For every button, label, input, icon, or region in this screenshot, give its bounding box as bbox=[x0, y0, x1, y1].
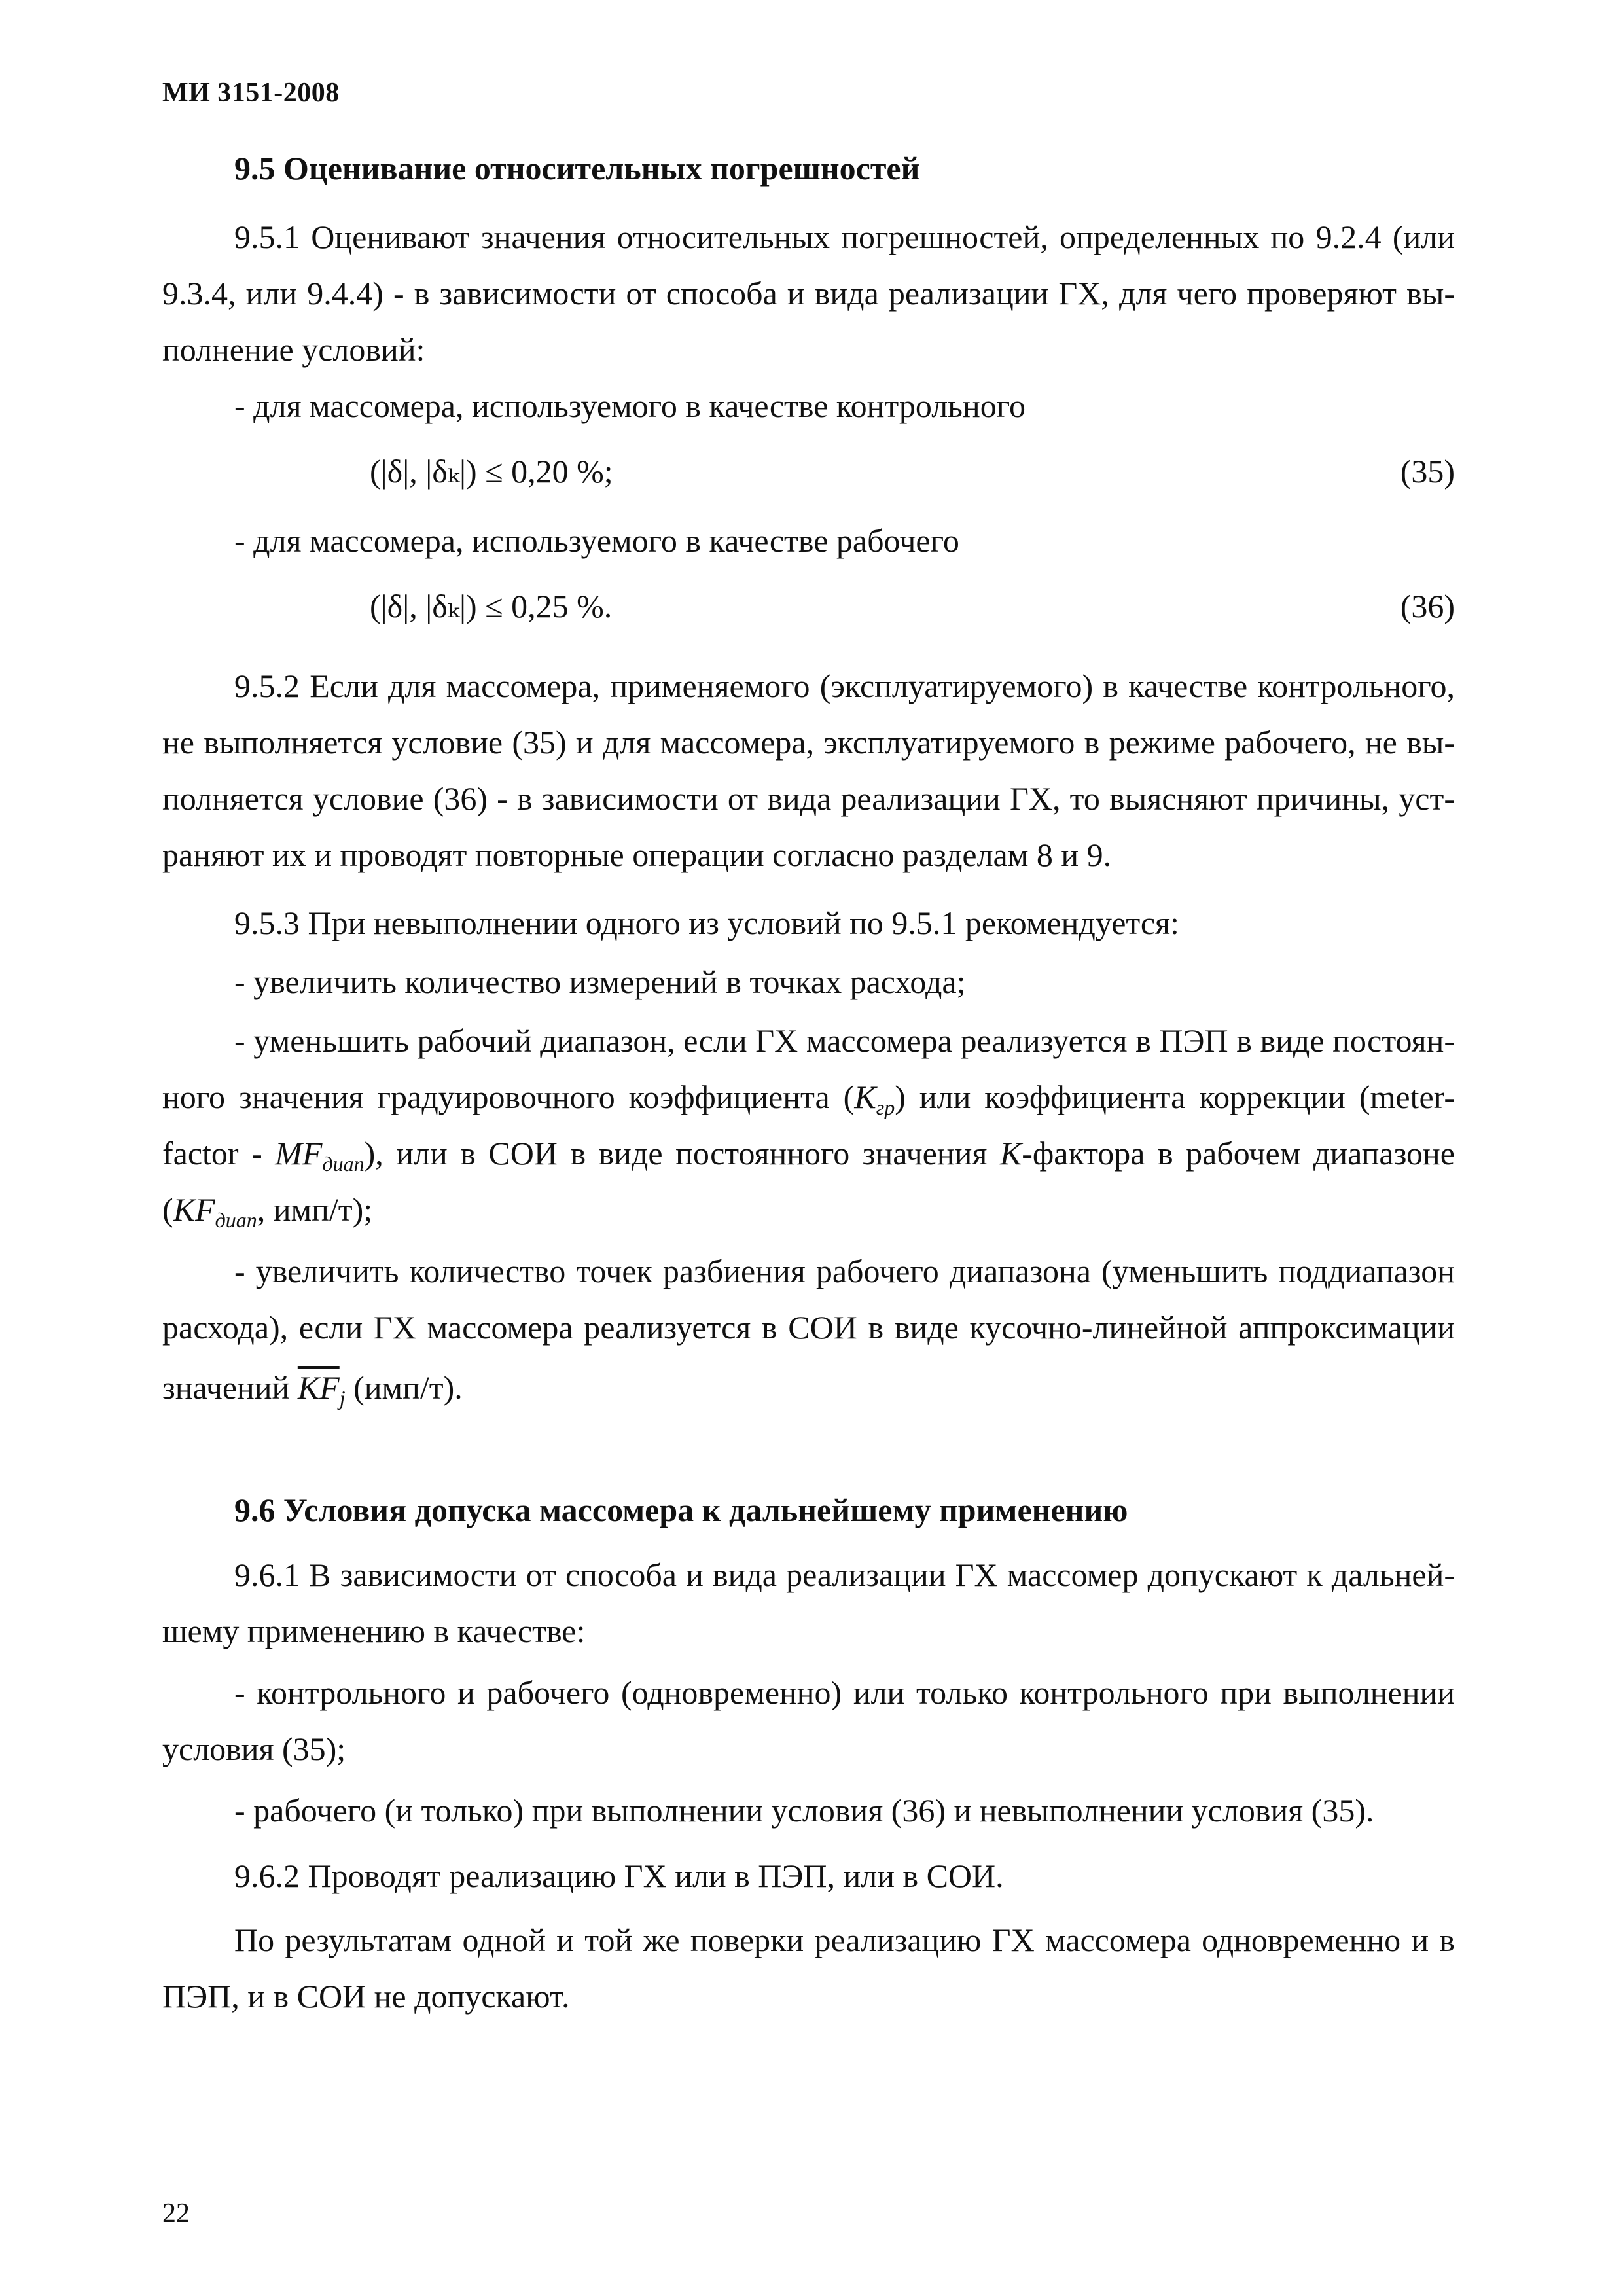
recommendation-3-line-2: расхода), если ГХ массомера реализуется в СОИ в виде кусочно-линейной аппроксимации bbox=[162, 1309, 1455, 1346]
para-9-5-1-line-2: 9.3.4, или 9.4.4) - в зависимости от способа и вида реализации ГХ, для чего проверяют вы- bbox=[162, 275, 1455, 312]
recommendation-2-line-3: factor - $MF_{диап}$), или в СОИ в виде постоянного значения K-фактора в рабочем диапазоне bbox=[162, 1135, 1455, 1175]
para-9-5-2-line-4: раняют их и проводят повторные операции согласно разделам 8 и 9. bbox=[162, 836, 1112, 873]
recommendation-3-line-3: значений $\overline{KF}_j$ (имп/т). bbox=[162, 1369, 463, 1410]
para-9-6-1-line-1: 9.6.1 В зависимости от способа и вида реализации ГХ массомер допускают к дальней- bbox=[234, 1556, 1455, 1593]
para-9-6-3-line-1: По результатам одной и той же поверки реализацию ГХ массомера одновременно и в bbox=[234, 1922, 1455, 1958]
page-number: 22 bbox=[162, 2198, 190, 2229]
recommendation-1: - увеличить количество измерений в точках расхода; bbox=[234, 963, 966, 1000]
formula-36: (|δ|, |δₖ|) ≤ 0,25 %. bbox=[370, 588, 613, 624]
recommendation-2-line-1: - уменьшить рабочий диапазон, если ГХ массомера реализуется в ПЭП в виде постоян- bbox=[234, 1022, 1455, 1059]
document-code: МИ 3151-2008 bbox=[162, 78, 340, 108]
section-heading-9-6: 9.6 Условия допуска массомера к дальнейшему применению bbox=[234, 1492, 1128, 1528]
equation-number-36: (36) bbox=[1400, 588, 1455, 624]
para-9-5-2-line-3: полняется условие (36) - в зависимости от вида реализации ГХ, то выясняют причины, уст- bbox=[162, 780, 1455, 817]
condition-control: - для массомера, используемого в качестве контрольного bbox=[234, 387, 1026, 424]
para-9-6-2: 9.6.2 Проводят реализацию ГХ или в ПЭП, или в СОИ. bbox=[234, 1857, 1004, 1894]
recommendation-2-line-4: ($KF_{диап}$, имп/т); bbox=[162, 1191, 373, 1232]
para-9-5-1-line-1: 9.5.1 Оценивают значения относительных погрешностей, определенных по 9.2.4 (или bbox=[234, 219, 1455, 255]
recommendation-2-line-2: ного значения градуировочного коэффициента $(K_{гр})$ или коэффициента коррекции (meter- bbox=[162, 1079, 1455, 1119]
admission-item-1-line-1: - контрольного и рабочего (одновременно) или только контрольного при выполнении bbox=[234, 1674, 1455, 1711]
para-9-5-2-line-1: 9.5.2 Если для массомера, применяемого (эксплуатируемого) в качестве контрольного, bbox=[234, 668, 1455, 704]
para-9-6-1-line-2: шему применению в качестве: bbox=[162, 1613, 586, 1649]
condition-working: - для массомера, используемого в качестве рабочего bbox=[234, 522, 959, 559]
para-9-5-1-line-3: полнение условий: bbox=[162, 331, 425, 368]
para-9-5-2-line-2: не выполняется условие (35) и для массомера, эксплуатируемого в режиме рабочего, не вы- bbox=[162, 724, 1455, 761]
section-heading-9-5: 9.5 Оценивание относительных погрешностей bbox=[234, 150, 920, 187]
para-9-5-3: 9.5.3 При невыполнении одного из условий по 9.5.1 рекомендуется: bbox=[234, 905, 1179, 941]
formula-35: (|δ|, |δₖ|) ≤ 0,20 %; bbox=[370, 453, 613, 490]
recommendation-3-line-1: - увеличить количество точек разбиения рабочего диапазона (уменьшить поддиапазон bbox=[234, 1253, 1455, 1289]
equation-number-35: (35) bbox=[1400, 453, 1455, 490]
admission-item-1-line-2: условия (35); bbox=[162, 1731, 346, 1767]
para-9-6-3-line-2: ПЭП, и в СОИ не допускают. bbox=[162, 1978, 570, 2015]
admission-item-2: - рабочего (и только) при выполнении условия (36) и невыполнении условия (35). bbox=[234, 1792, 1374, 1829]
